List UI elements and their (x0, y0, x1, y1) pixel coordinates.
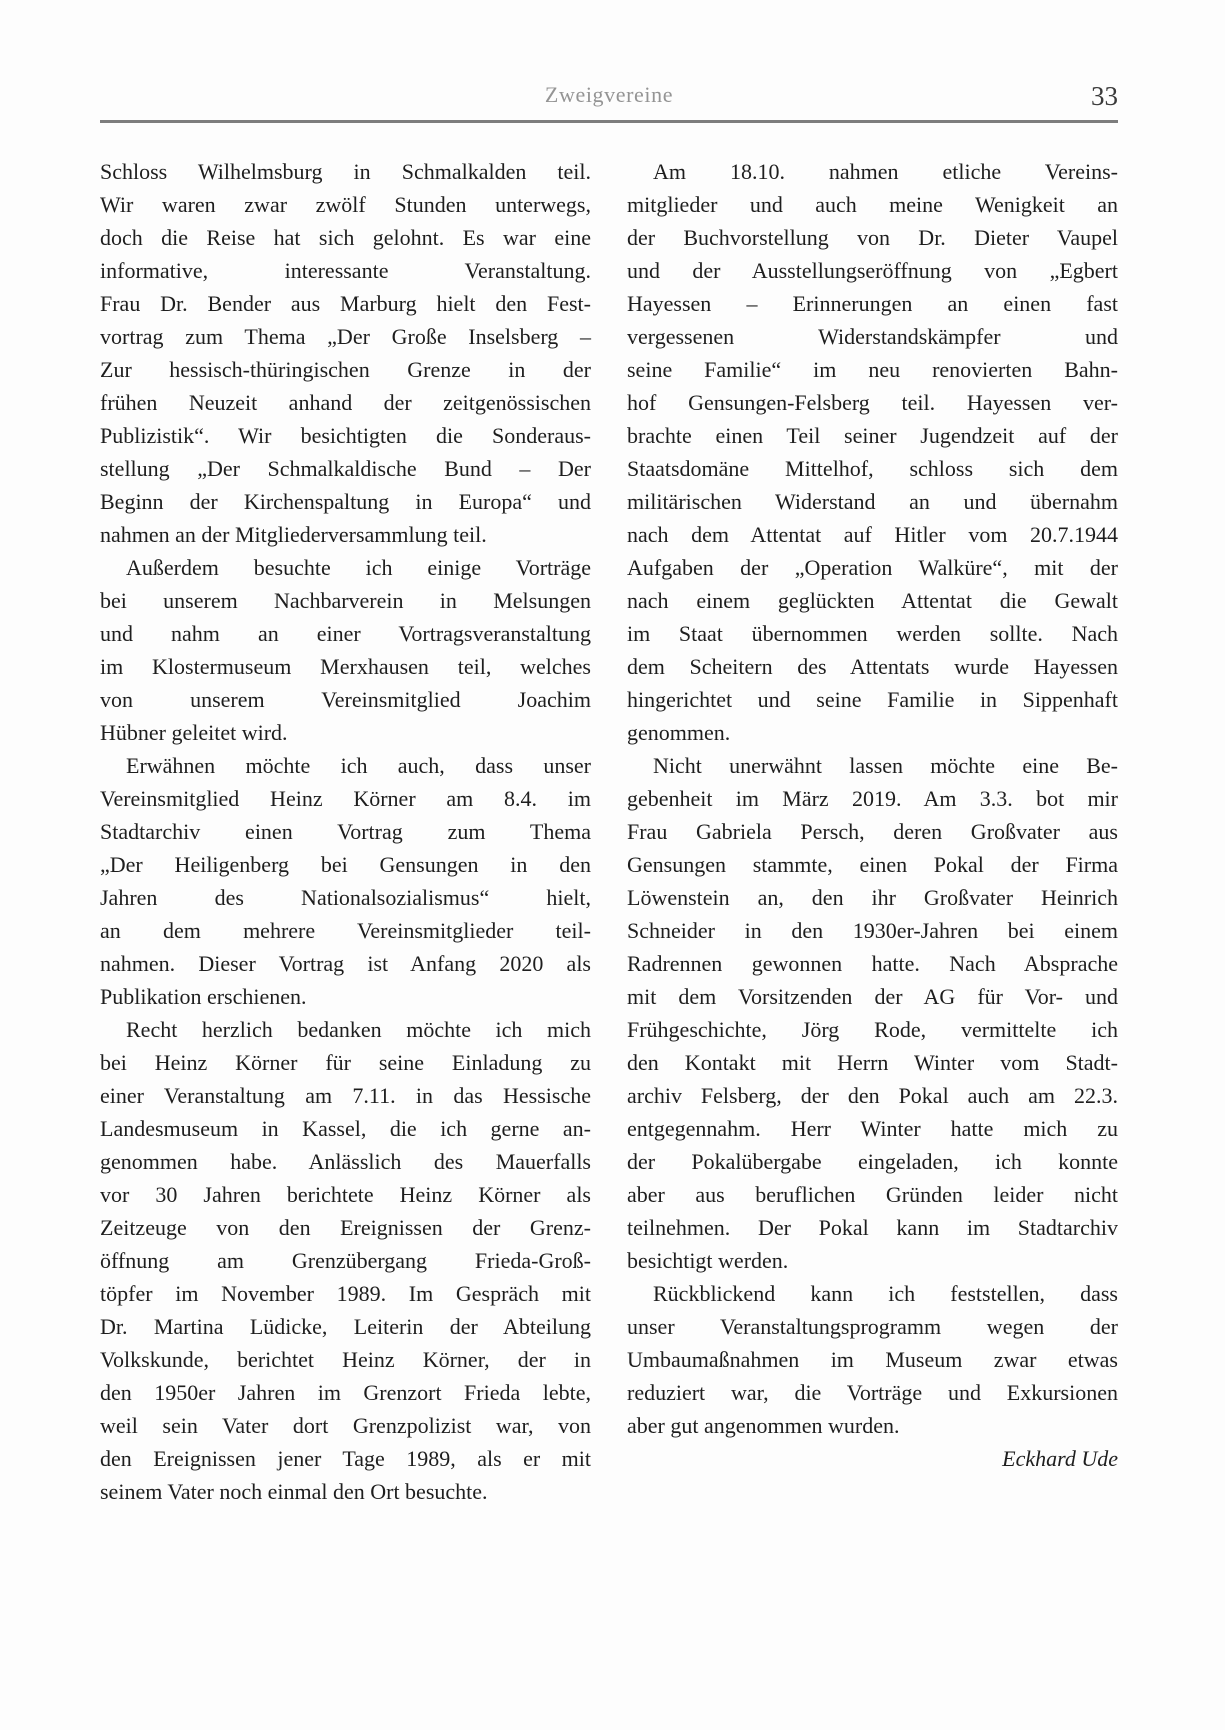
text-line: im Staat übernommen werden sollte. Nach (627, 621, 1118, 646)
text-line: Beginn der Kirchenspaltung in Europa“ und (100, 489, 591, 514)
text-line: Frau Gabriela Persch, deren Großvater aus (627, 819, 1118, 844)
header-rule (100, 120, 1118, 123)
text-line: Zeitzeuge von den Ereignissen der Grenz- (100, 1215, 591, 1240)
text-line: vortrag zum Thema „Der Große Inselsberg – (100, 324, 591, 349)
running-header (100, 75, 1118, 120)
text-line: nach einem geglückten Attentat die Gewalt (627, 588, 1118, 613)
text-line: Hayessen – Erinnerungen an einen fast (627, 291, 1118, 316)
text-line: hingerichtet und seine Familie in Sippenhaft (627, 687, 1118, 712)
text-line: aber gut angenommen wurden. (627, 1413, 900, 1438)
text-line: Nicht unerwähnt lassen möchte eine Be- (653, 753, 1118, 778)
text-line: militärischen Widerstand an und übernahm (627, 489, 1118, 514)
text-line: bei unserem Nachbarverein in Melsungen (100, 588, 591, 613)
text-line: aber aus beruflichen Gründen leider nicht (627, 1182, 1118, 1207)
text-line: reduziert war, die Vorträge und Exkursionen (627, 1380, 1118, 1405)
text-line: Rückblickend kann ich feststellen, dass (653, 1281, 1118, 1306)
page-number: 33 (1091, 81, 1118, 111)
text-line: gebenheit im März 2019. Am 3.3. bot mir (627, 786, 1118, 811)
text-line: Hübner geleitet wird. (100, 720, 288, 745)
text-line: frühen Neuzeit anhand der zeitgenössischen (100, 390, 591, 415)
text-line: im Klostermuseum Merxhausen teil, welches (100, 654, 591, 679)
text-line: von unserem Vereinsmitglied Joachim (100, 687, 591, 712)
text-line: töpfer im November 1989. Im Gespräch mit (100, 1281, 591, 1306)
text-line: Wir waren zwar zwölf Stunden unterwegs, (100, 192, 591, 217)
text-line: den 1950er Jahren im Grenzort Frieda lebte, (100, 1380, 591, 1405)
text-line: genommen habe. Anlässlich des Mauerfalls (100, 1149, 591, 1174)
text-line: Publizistik“. Wir besichtigten die Sonderaus- (100, 423, 591, 448)
author-signature: Eckhard Ude (1002, 1446, 1118, 1471)
text-line: informative, interessante Veranstaltung. (100, 258, 591, 283)
text-line: Erwähnen möchte ich auch, dass unser (126, 753, 591, 778)
text-line: bei Heinz Körner für seine Einladung zu (100, 1050, 591, 1075)
text-line: Außerdem besuchte ich einige Vorträge (126, 555, 591, 580)
text-line: Volkskunde, berichtet Heinz Körner, der in (100, 1347, 591, 1372)
text-line: Zur hessisch-thüringischen Grenze in der (100, 357, 591, 382)
text-line: seine Familie“ im neu renovierten Bahn- (627, 357, 1118, 382)
text-line: und nahm an einer Vortragsveranstaltung (100, 621, 591, 646)
text-line: Stadtarchiv einen Vortrag zum Thema (100, 819, 591, 844)
text-line: mitglieder und auch meine Wenigkeit an (627, 192, 1118, 217)
text-line: Recht herzlich bedanken möchte ich mich (126, 1017, 591, 1042)
text-line: Löwenstein an, den ihr Großvater Heinrich (627, 885, 1118, 910)
column-right (627, 155, 1118, 1508)
text-line: an dem mehrere Vereinsmitglieder teil- (100, 918, 591, 943)
text-line: öffnung am Grenzübergang Frieda-Groß- (100, 1248, 591, 1273)
text-line: nach dem Attentat auf Hitler vom 20.7.1944 (627, 522, 1118, 547)
text-line: besichtigt werden. (627, 1248, 789, 1273)
text-line: „Der Heiligenberg bei Gensungen in den (100, 852, 591, 877)
text-line: Frau Dr. Bender aus Marburg hielt den Fest- (100, 291, 591, 316)
text-line: mit dem Vorsitzenden der AG für Vor- und (627, 984, 1118, 1009)
text-line: nahmen an der Mitgliederversammlung teil. (100, 522, 487, 547)
text-line: einer Veranstaltung am 7.11. in das Hessische (100, 1083, 591, 1108)
text-line: doch die Reise hat sich gelohnt. Es war eine (100, 225, 591, 250)
text-line: Am 18.10. nahmen etliche Vereins- (653, 159, 1118, 184)
text-line: entgegennahm. Herr Winter hatte mich zu (627, 1116, 1118, 1141)
text-line: nahmen. Dieser Vortrag ist Anfang 2020 als (100, 951, 591, 976)
text-line: und der Ausstellungseröffnung von „Egbert (627, 258, 1118, 283)
text-line: genommen. (627, 720, 731, 745)
text-columns (100, 155, 1118, 1508)
text-line: Dr. Martina Lüdicke, Leiterin der Abteilung (100, 1314, 591, 1339)
text-line: Landesmuseum in Kassel, die ich gerne an- (100, 1116, 591, 1141)
text-line: teilnehmen. Der Pokal kann im Stadtarchiv (627, 1215, 1118, 1240)
text-line: Staatsdomäne Mittelhof, schloss sich dem (627, 456, 1118, 481)
text-line: Schloss Wilhelmsburg in Schmalkalden teil. (100, 159, 591, 184)
text-line: den Ereignissen jener Tage 1989, als er mit (100, 1446, 591, 1471)
section-title: Zweigvereine (544, 82, 674, 107)
text-line: dem Scheitern des Attentats wurde Hayessen (627, 654, 1118, 679)
text-line: Umbaumaßnahmen im Museum zwar etwas (627, 1347, 1118, 1372)
text-line: hof Gensungen-Felsberg teil. Hayessen ver- (627, 390, 1118, 415)
text-line: vergessenen Widerstandskämpfer und (627, 324, 1118, 349)
text-line: archiv Felsberg, der den Pokal auch am 22.3. (627, 1083, 1118, 1108)
text-line: unser Veranstaltungsprogramm wegen der (627, 1314, 1118, 1339)
text-line: Vereinsmitglied Heinz Körner am 8.4. im (100, 786, 591, 811)
text-line: brachte einen Teil seiner Jugendzeit auf der (627, 423, 1118, 448)
text-line: vor 30 Jahren berichtete Heinz Körner als (100, 1182, 591, 1207)
text-line: den Kontakt mit Herrn Winter vom Stadt- (627, 1050, 1118, 1075)
text-line: Gensungen stammte, einen Pokal der Firma (627, 852, 1118, 877)
text-line: Radrennen gewonnen hatte. Nach Absprache (627, 951, 1118, 976)
text-line: Schneider in den 1930er-Jahren bei einem (627, 918, 1118, 943)
text-line: stellung „Der Schmalkaldische Bund – Der (100, 456, 591, 481)
column-left (100, 155, 591, 1508)
text-line: weil sein Vater dort Grenzpolizist war, von (100, 1413, 591, 1438)
text-line: Jahren des Nationalsozialismus“ hielt, (100, 885, 591, 910)
text-line: der Pokalübergabe eingeladen, ich konnte (627, 1149, 1118, 1174)
text-line: der Buchvorstellung von Dr. Dieter Vaupel (627, 225, 1118, 250)
text-line: seinem Vater noch einmal den Ort besuchte. (100, 1479, 488, 1504)
text-line: Publikation erschienen. (100, 984, 307, 1009)
text-line: Frühgeschichte, Jörg Rode, vermittelte ich (627, 1017, 1118, 1042)
text-line: Aufgaben der „Operation Walküre“, mit der (627, 555, 1118, 580)
